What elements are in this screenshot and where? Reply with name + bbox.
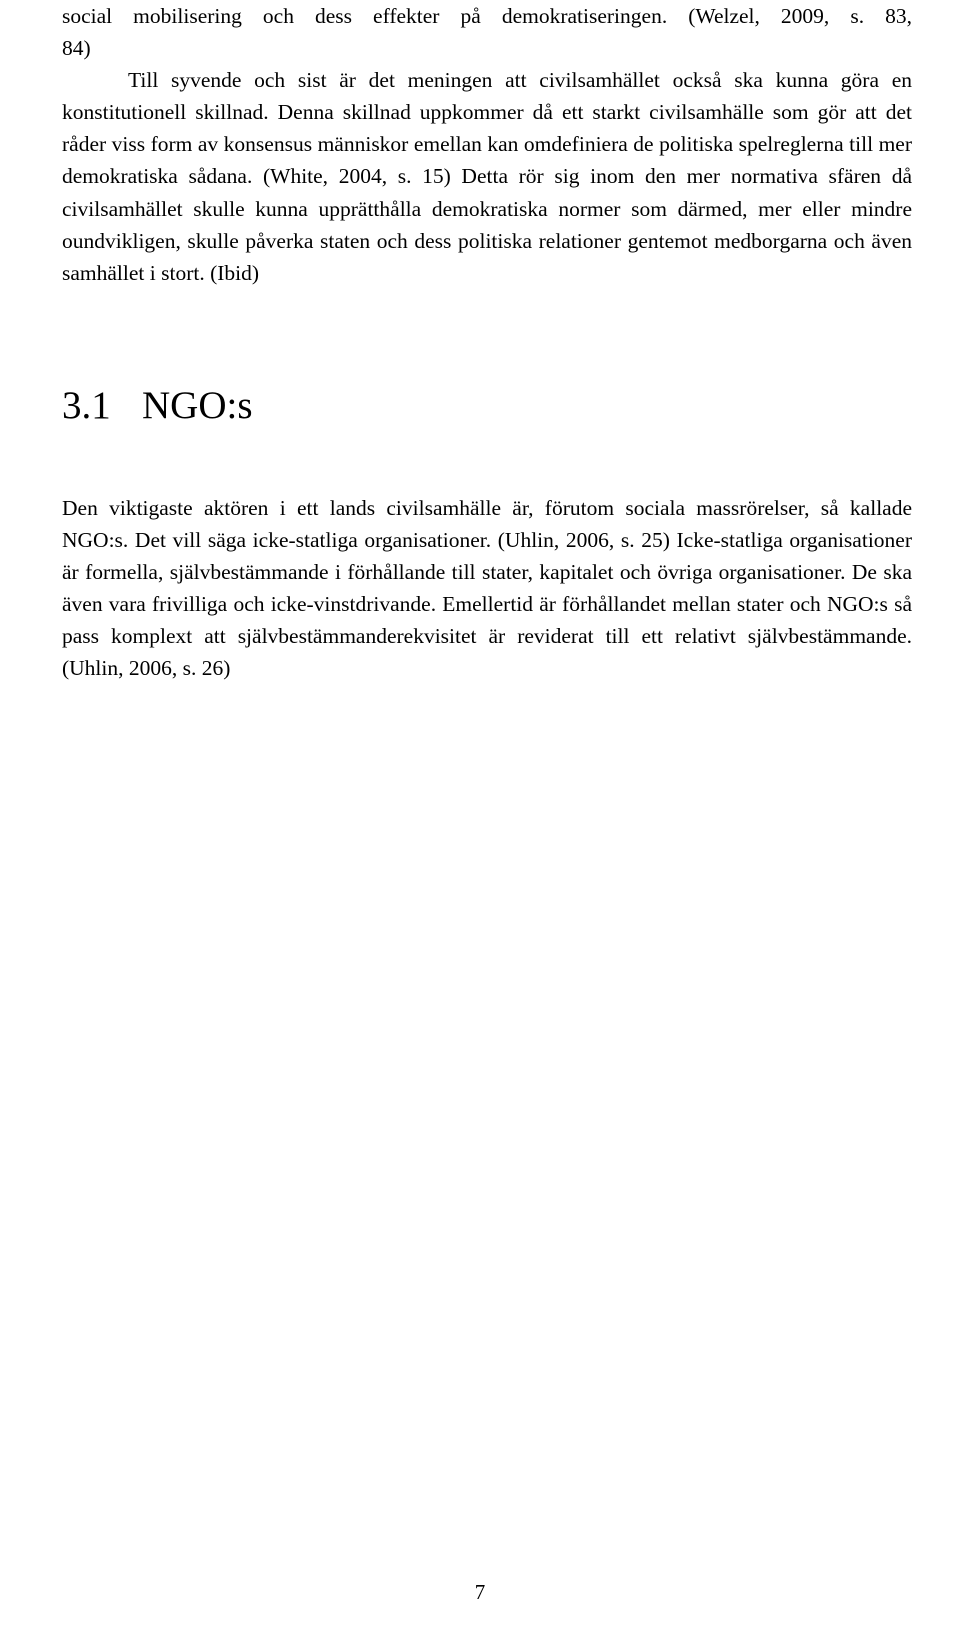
- paragraph-continuation: [62, 0, 912, 64]
- continuation-line-1: social mobilisering och dess effekter på demokratiseringen. (Welzel, 2009, s. 83,: [62, 4, 912, 28]
- paragraph-civilsamhalle: Till syvende och sist är det meningen att civilsamhället också ska kunna göra en konstitutionell skillnad. Denna skillnad uppkommer då ett starkt civilsamhälle som gör att det råder viss form av konsensus människor emellan kan omdefiniera de politiska spelreglerna till mer demokratiska sådana. (White, 2004, s. 15) Detta rör sig inom den mer normativa sfären då civilsamhället skulle kunna upprätthålla demokratiska normer som därmed, mer eller mindre oundvikligen, skulle påverka staten och dess politiska relationer gentemot medborgarna och även samhället i stort. (Ibid): [62, 68, 912, 285]
- section-heading: [62, 376, 912, 436]
- section-title: NGO:s: [142, 384, 253, 427]
- continuation-line-2: 84): [62, 36, 91, 61]
- page-number: 7: [474, 1580, 486, 1604]
- section-number: 3.1: [62, 384, 111, 427]
- paragraph-ngo: Den viktigaste aktören i ett lands civilsamhälle är, förutom sociala massrörelser, så kallade NGO:s. Det vill säga icke-statliga organisationer. (Uhlin, 2006, s. 25) Icke-statliga organisationer är formella, självbestämmande i förhållande till stater, kapitalet och övriga organisationer. De ska även vara frivilliga och icke-vinstdrivande. Emellertid är förhållandet mellan stater och NGO:s så pass komplext att självbestämmanderekvisitet är reviderat till ett relativt självbestämmande. (Uhlin, 2006, s. 26): [62, 496, 912, 681]
- text-block-top: [62, 0, 912, 289]
